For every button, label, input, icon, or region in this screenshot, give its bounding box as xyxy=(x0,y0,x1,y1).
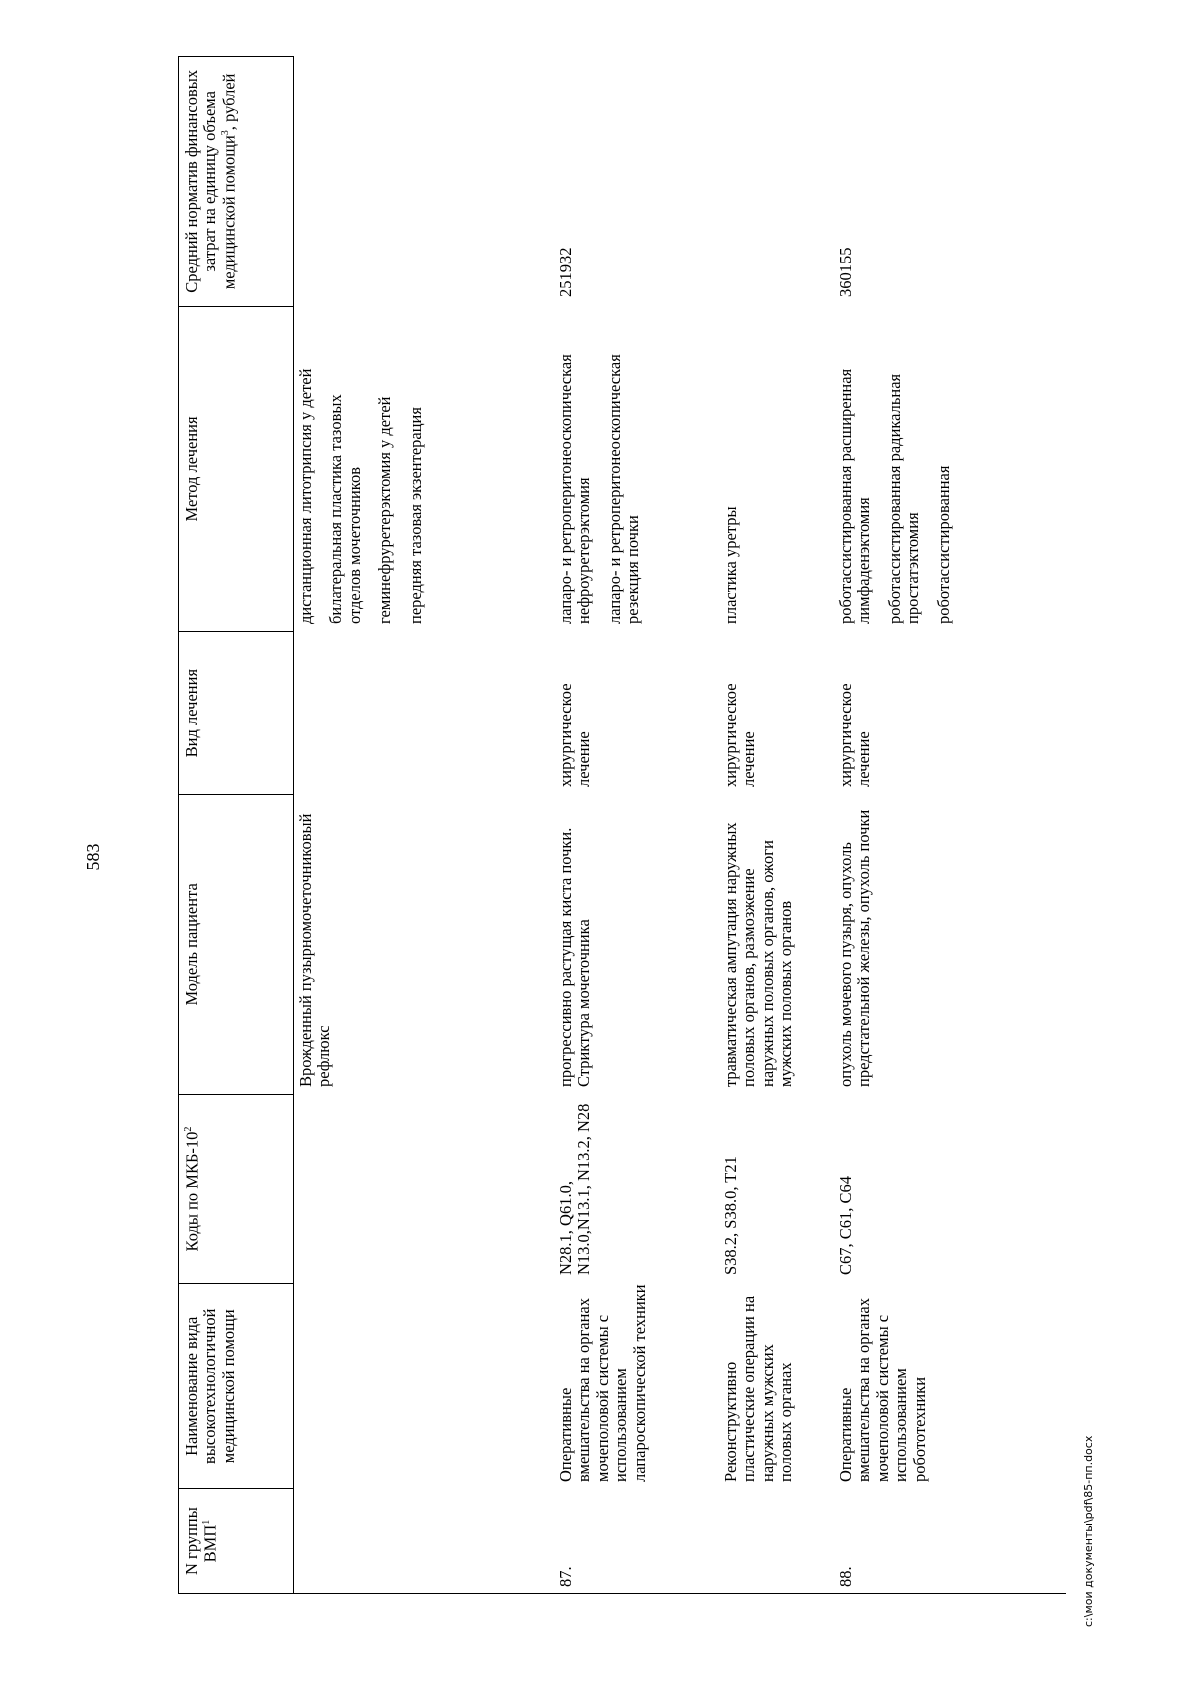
file-path-footer: c:\мои документы\pdf\85-пп.docx xyxy=(1082,1435,1095,1627)
method-item: билатеральная пластика тазовых отделов мочеточников xyxy=(326,394,364,624)
row-87-type: хирургическое лечение xyxy=(556,683,594,787)
row-88-name: Оперативные вмешательства на органах мочеполовой системы с использованием робототехники xyxy=(836,1298,929,1482)
row-87-cost: 251932 xyxy=(556,247,575,297)
header-model: Модель пациента xyxy=(179,794,293,1094)
method-item: лапаро- и ретроперитонеоскопическая нефроуретерэктомия xyxy=(556,354,594,624)
row-88-codes: C67, C61, C64 xyxy=(836,1175,855,1275)
method-item: передняя тазовая экзентерация xyxy=(405,407,425,624)
page-number: 583 xyxy=(83,843,103,871)
header-codes: Коды по МКБ-$10^2$ xyxy=(179,1094,293,1284)
method-item: пластика уретры xyxy=(721,506,740,624)
header-name: Наименование вида высокотехнологичной медицинской помощи xyxy=(179,1283,293,1488)
row-87-model: прогрессивно растущая киста почки. Стриктура мочеточника xyxy=(556,827,594,1087)
row-87-number: 87. xyxy=(556,1566,575,1587)
cont-model: Врожденный пузырномочеточниковый рефлюкс xyxy=(296,813,334,1087)
method-item: геминефруретерэктомия у детей xyxy=(375,396,395,624)
method-item: роботассистированная расширенная лимфаденэктомия xyxy=(836,368,874,624)
header-method: Метод лечения xyxy=(179,306,293,632)
row-87b-type: хирургическое лечение xyxy=(721,683,759,787)
method-item: лапаро- и ретроперитонеоскопическая резекция почки xyxy=(604,354,643,624)
header-cost: Средний норматив финансовых затрат на единицу объема медицинской помощи$^3$, рублей xyxy=(182,69,239,293)
row-87b-codes: S38.2, S38.0, T21 xyxy=(721,1156,740,1275)
row-88-methods xyxy=(834,330,968,630)
row-87b-methods xyxy=(719,330,755,630)
row-88-type: хирургическое лечение xyxy=(836,683,874,787)
row-87-name: Оперативные вмешательства на органах мочеполовой системы с использованием лапароскопической техники xyxy=(556,1284,649,1482)
row-88-model: опухоль мочевого пузыря, опухоль предстательной железы, опухоль почки xyxy=(836,809,874,1087)
method-item: роботассистированная xyxy=(933,465,953,624)
table-header xyxy=(178,56,294,1594)
header-group: N группы ВМП$^1$ xyxy=(179,1488,293,1593)
header-type: Вид лечения xyxy=(179,631,293,794)
method-item: роботассистированная радикальная простатэктомия xyxy=(884,373,923,624)
row-87-methods xyxy=(554,330,658,630)
row-88-cost: 360155 xyxy=(836,247,855,297)
row-88-number: 88. xyxy=(836,1566,855,1587)
row-87b-model: травматическая ампутация наружных половых органов, размозжение наружных половых органов, ожоги мужских половых органов xyxy=(721,822,796,1087)
row-87b-name: Реконструктивно пластические операции на наружных мужских половых органах xyxy=(721,1295,796,1482)
method-item: дистанционная литотрипсия у детей xyxy=(296,368,315,624)
cont-methods xyxy=(294,330,440,630)
table-body xyxy=(294,56,1066,1594)
row-87-codes: N28.1, Q61.0, N13.0,N13.1, N13.2, N28 xyxy=(556,1103,594,1275)
vmp-table xyxy=(178,56,1066,1594)
